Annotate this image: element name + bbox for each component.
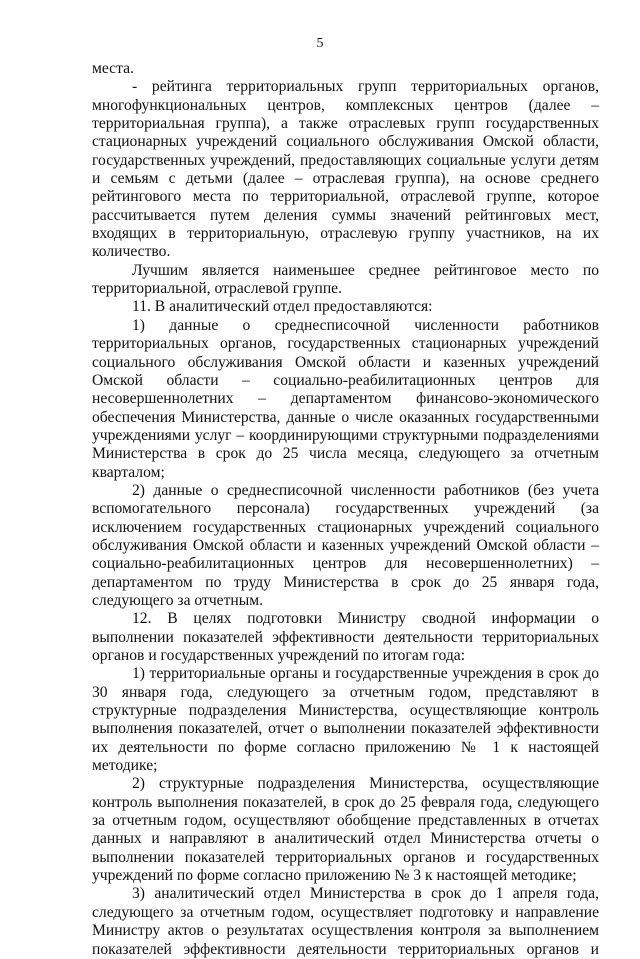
page-number: 5: [316, 36, 324, 51]
paragraph-item-12-3: 3) аналитический отдел Министерства в срок до 1 апреля года, следующего за отчетным годом, осуществляет подготовку и направление Министру актов о результатах осуществления контроля за выполнением показателей эффективности деятельности территориальных органов и: [92, 885, 599, 958]
paragraph-mesta: места.: [92, 60, 134, 77]
paragraph-item-11: 11. В аналитический отдел предоставляются:: [132, 298, 433, 316]
paragraph-rating-groups: - рейтинга территориальных групп территориальных органов, многофункциональных центров, комплексных центров (далее – территориальная группа), а также отраслевых групп государственных стационарных учреждений социального обслуживания Омской области, государственных учреждений, предоставляющих социальные услуги детям и семьям с детьми (далее – отраслевая группа), на основе среднего рейтингового места по территориальной, отраслевой группе, которое рассчитывается путем деления суммы значений рейтинговых мест, входящих в территориальную, отраслевую группу участников, на их количество.: [92, 78, 599, 261]
paragraph-best-place: Лучшим является наименьшее среднее рейтинговое место по территориальной, отраслевой группе.: [92, 261, 599, 298]
paragraph-item-11-1: 1) данные о среднесписочной численности работников территориальных органов, государственных стационарных учреждений социального обслуживания Омской области и казенных учреждений Омской области – социально-реабилитационных центров для несовершеннолетних – департаментом финансово-экономического обеспечения Министерства, данные о числе оказанных государственными учреждениями услуг – координирующими структурными подразделениями Министерства в срок до 25 числа месяца, следующего за отчетным кварталом;: [92, 316, 599, 481]
paragraph-item-12: 12. В целях подготовки Министру сводной информации о выполнении показателей эффективности деятельности территориальных органов и государственных учреждений по итогам года:: [92, 610, 599, 664]
document-body: [92, 60, 599, 959]
paragraph-item-12-2: 2) структурные подразделения Министерства, осуществляющие контроль выполнения показателей, в срок до 25 февраля года, следующего за отчетным годом, осуществляют обобщение представленных в отчетах данных и направляют в аналитический отдел Министерства отчеты о выполнении показателей территориальных органов и государственных учреждений по форме согласно приложению № 3 к настоящей методике;: [92, 775, 599, 885]
paragraph-item-12-1: 1) территориальные органы и государственные учреждения в срок до 30 января года, следующего за отчетным годом, представляют в структурные подразделения Министерства, осуществляющие контроль выполнения показателей, отчет о выполнении показателей эффективности их деятельности по форме согласно приложению № 1 к настоящей методике;: [92, 665, 599, 775]
paragraph-item-11-2: 2) данные о среднесписочной численности работников (без учета вспомогательного персонала) государственных учреждений (за исключением государственных стационарных учреждений социального обслуживания Омской области и казенных учреждений Омской области – социально-реабилитационных центров для несовершеннолетних) – департаментом по труду Министерства в срок до 25 января года, следующего за отчетным.: [92, 481, 599, 609]
